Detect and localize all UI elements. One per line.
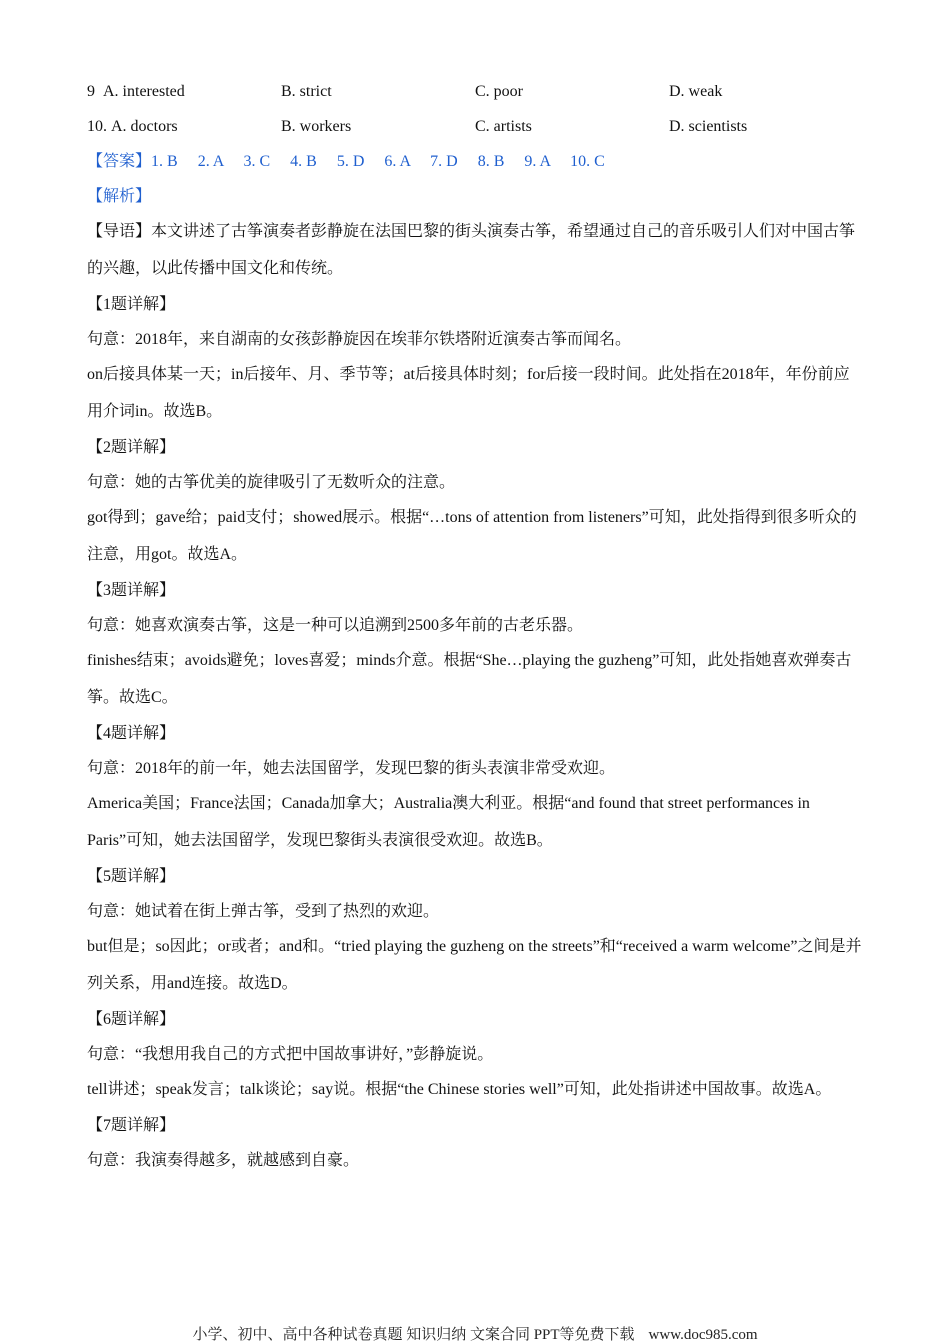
answer-line [87,144,862,179]
section-explanation: America美国；France法国；Canada加拿大；Australia澳大利亚。根据“and found that street performances in Paris”可知，她去法国留学，发现巴黎街头表演很受欢迎。故选B。 [87,795,810,849]
option-a: 9 A. interested [87,82,185,100]
section-meaning: 句意：她喜欢演奏古筝，这是一种可以追溯到2500多年前的古老乐器。 [87,617,584,634]
option-d: D. weak [669,82,723,100]
section-explanation: got得到；gave给；paid支付；showed展示。根据“…tons of attention from listeners”可知，此处指得到很多听众的注意，用got。故选A。 [87,509,857,563]
analysis-tag: 【解析】 [87,188,152,205]
footer-text: 小学、初中、高中各种试卷真题 知识归纳 文案合同 PPT等免费下载 [192,1327,635,1343]
section-heading: 【3题详解】 [87,582,176,599]
option-c: C. artists [475,117,532,135]
section-heading: 【5题详解】 [87,868,176,885]
section-explanation: tell讲述；speak发言；talk谈论；say说。根据“the Chinese stories well”可知，此处指讲述中国故事。故选A。 [87,1081,832,1098]
section-heading: 【2题详解】 [87,439,176,456]
option-b: B. workers [281,117,352,135]
section-meaning: 句意：2018年，来自湖南的女孩彭静旋因在埃菲尔铁塔附近演奏古筝而闻名。 [87,331,632,348]
section-heading: 【7题详解】 [87,1117,176,1134]
section-heading: 【1题详解】 [87,296,176,313]
intro-paragraph: 【导语】本文讲述了古筝演奏者彭静旋在法国巴黎的街头演奏古筝，希望通过自己的音乐吸引人们对中国古筝的兴趣，以此传播中国文化和传统。 [87,223,856,277]
section-explanation: on后接具体某一天；in后接年、月、季节等；at后接具体时刻；for后接一段时间。此处指在2018年，年份前应用介词in。故选B。 [87,366,850,420]
option-b: B. strict [281,82,332,100]
page-footer [0,1323,950,1344]
options-row-9 [87,74,862,109]
answer-text: 1. B 2. A 3. C 4. B 5. D 6. A 7. D 8. B 9. A 10. C [151,153,605,170]
section-meaning: 句意：“我想用我自己的方式把中国故事讲好，”彭静旋说。 [87,1046,494,1063]
section-meaning: 句意：我演奏得越多，就越感到自豪。 [87,1152,360,1169]
section-meaning: 句意：她的古筝优美的旋律吸引了无数听众的注意。 [87,474,456,491]
answer-tag: 【答案】 [87,153,152,170]
footer-url[interactable]: www.doc985.com [648,1327,758,1343]
options-row-10 [87,109,862,144]
option-c: C. poor [475,82,523,100]
section-heading: 【6题详解】 [87,1011,176,1028]
section-meaning: 句意：她试着在街上弹古筝，受到了热烈的欢迎。 [87,903,440,920]
option-d: D. scientists [669,117,748,135]
document-content [87,74,862,1178]
section-heading: 【4题详解】 [87,725,176,742]
section-meaning: 句意：2018年的前一年，她去法国留学，发现巴黎的街头表演非常受欢迎。 [87,760,616,777]
section-explanation: finishes结束；avoids避免；loves喜爱；minds介意。根据“She…playing the guzheng”可知，此处指她喜欢弹奏古筝。故选C。 [87,652,852,706]
option-a: 10. A. doctors [87,117,178,135]
section-explanation: but但是；so因此；or或者；and和。“tried playing the guzheng on the streets”和“received a warm welcome”之间是并列关系，用and连接。故选D。 [87,938,862,992]
